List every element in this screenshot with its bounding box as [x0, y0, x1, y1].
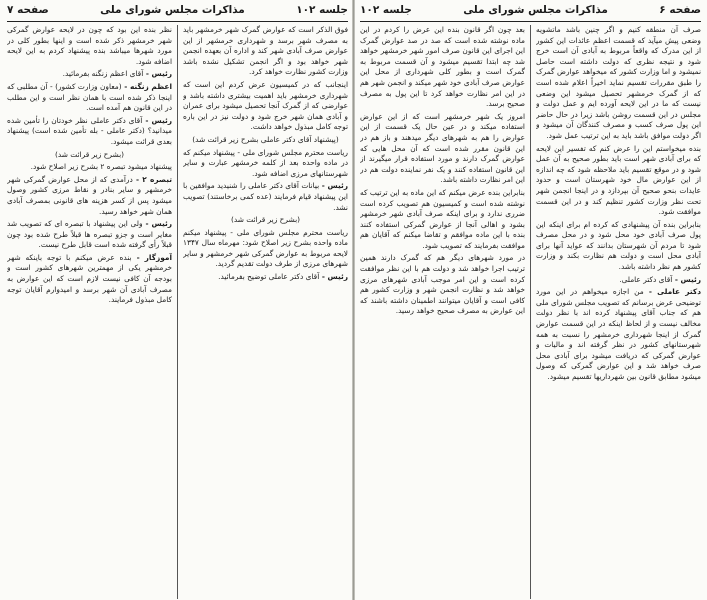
body-paragraph: بنابراین بنده آن پیشنهادی که کرده ام برای اینکه این پول صرف آبادی خود محل شود و در محل مصرف شود تا مردم آن شهرستان بدانند که عواید آنها برای آبادی محل است و دولت هم نظارت بکند و وزارت کشور هم نظر داشته باشد. — [536, 219, 701, 272]
page-number: صفحه ۶ — [659, 4, 701, 16]
page-seven — [1, 0, 354, 600]
body-paragraph: بعد چون اگر قانون بنده این عرض را کردم در این ماده نوشته شده است که صد در صد عوارض گمرک این اجرای این قانون صرف امور شهر خرمشهر خواهد شد چه ابتدا تقسیم میشود و آن قسمت مربوط به گمرک است و بطور کلی شهرداری از محل این عوارض صرف آبادی خود شهر میکند و انجمن شهر هم در این امر نظارت خواهد کرد تا این پول به مصرف صحیح برسد. — [360, 25, 525, 109]
text-column-right — [183, 25, 348, 599]
speaker-name: رئیس - — [319, 181, 348, 191]
body-paragraph: امروز یک شهر خرمشهر است که از این عوارض استفاده میکند و در عین حال یک قسمت از این عوارض را هم به شهرهای دیگر میدهند و باز هم در این قانون مقرر شده است که آن محل هایی که عوارض گمرک دارند و مورد استفاده قرار میگیرند از این قانون استفاده کنند و یک نفر نماینده دولت هم در این امر نظارت داشته باشد. — [360, 111, 525, 185]
speech-text: من اجازه میخواهم در این مورد توضیحی عرض برسانم که تصویب مجلس شورای ملی هم که جناب آقای پیشنهاد کرده اند با نظر دولت مخالف نیست و از لحاظ اینکه در این قسمت عوارض گمرک از اینجا شهرداری خرمشهر را نسبت به همه شهرستانهای کشور در نظر گرفته اند و مالیات و عوارض گمرکی که دریافت میشود برای آبادی محل صرف خواهد شد و این عوارض گمرکی که وصول میشود مطابق قانون بین شهرداریها تقسیم میشود. — [536, 287, 701, 381]
speaker-paragraph — [7, 69, 172, 80]
text-column-left — [360, 25, 525, 599]
column-divider — [177, 25, 178, 599]
page-six — [354, 0, 707, 600]
column-divider — [530, 25, 531, 599]
journal-title: مذاکرات مجلس شورای ملی — [463, 4, 608, 16]
journal-title: مذاکرات مجلس شورای ملی — [100, 4, 245, 16]
reading-note: (بشرح زیر قرائت شد) — [230, 215, 301, 225]
page-number: صفحه ۷ — [7, 4, 49, 16]
reading-note: (پیشنهاد آقای دکتر عاملی بشرح زیر قرائت شد) — [192, 134, 339, 144]
speaker-paragraph — [536, 287, 701, 382]
text-column-left — [7, 25, 172, 599]
body-paragraph: ریاست محترم مجلس شورای ملی - پیشنهاد میکنم ماده واحده بشرح زیر اصلاح شود: مهرماه سال ۱۳۴۷ لایحه مربوط به عوارض گمرکی شهر خرمشهر و سایر شهرهای مرزی از طرف دولت تقدیم گردید. — [183, 227, 348, 269]
speaker-paragraph — [7, 82, 172, 114]
body-paragraph: بنابراین بنده عرض میکنم که این ماده به این ترتیب که نوشته شده است و کمیسیون هم تصویب کرده است ضرری ندارد و برای اینکه صرف آبادی شهر خرمشهر بشود و اهالی آنجا از عوارض گمرکی استفاده کنند بنده با این ماده موافقم و تقاضا میکنم که آقایان هم موافقت بفرمایند که تصویب شود. — [360, 187, 525, 250]
speaker-paragraph — [7, 253, 172, 306]
speech-text: آقای دکتر عاملی توضیح بفرمائید. — [218, 272, 320, 282]
reading-note: (بشرح زیر قرائت شد) — [54, 149, 125, 159]
session-number: جلسه ۱۰۲ — [360, 4, 412, 16]
speaker-name: دکتر عاملی - — [643, 287, 701, 297]
text-columns — [360, 22, 701, 599]
speaker-paragraph — [183, 181, 348, 213]
speech-text: درآمدی که از محل عوارض گمرکی شهر خرمشهر و سایر بنادر و نقاط مرزی کشور وصول میشود پس از کسر هزینه های قانونی بمصرف آبادی همان شهر خواهد رسید. — [7, 174, 172, 216]
speaker-paragraph — [536, 275, 701, 286]
speaker-name: آموزگار - — [131, 252, 172, 262]
speaker-paragraph — [7, 219, 172, 251]
body-paragraph: در مورد شهرهای دیگر هم که گمرک دارند همین ترتیب اجرا خواهد شد و دولت هم با این نظر موافقت کرده است و این امر موجب آبادی شهرهای مرزی خواهد شد و نظارت انجمن شهر و وزارت کشور هم کافی است و آقایان میتوانند اطمینان داشته باشند که این عوارض به مصرف صحیح خواهد رسید. — [360, 253, 525, 316]
page-header — [7, 4, 348, 22]
speaker-name: رئیس - — [672, 274, 701, 284]
speaker-name: رئیس - — [319, 272, 348, 282]
body-paragraph: ریاست محترم مجلس شورای ملی - پیشنهاد میکنم که در ماده واحده بعد از کلمه خرمشهر عبارت و سایر شهرستانهای مرزی اضافه شود. — [183, 147, 348, 178]
body-paragraph: فوق الذکر است که عوارض گمرک شهر خرمشهر باید به مصرف شهر برسد و شهرداری خرمشهر از این عوارض صرف آبادی شهر کند و اداره آن بعهده انجمن شهر خواهد بود و اگر انجمن تشکیل نشده باشد وزارت کشور نظارت خواهد کرد. — [183, 25, 348, 77]
speaker-name: رئیس - — [143, 69, 172, 79]
page-header — [360, 4, 701, 22]
body-paragraph: بنده میخواستم این را عرض کنم که تفسیر این لایحه که برای آبادی شهر است باید بطور صحیح به آن عمل شود و در موقع تقسیم باید ملاحظه شود که چه اندازه از این عوارض مال خود شهرستان است و حدود عایدات بنحو صحیح آن بپردازد و در اینجا انجمن شهر تحت نظر وزارت کشور تنظیم کند و در این قسمت موافقت شود. — [536, 143, 701, 217]
speech-text: آقای دکتر عاملی نظر خودتان را تأمین شده میدانید؟ (دکتر عاملی - بله تأمین شده است) پیشنهاد بعدی قرائت میشود. — [7, 115, 172, 146]
speech-text: (معاون وزارت کشور) - آن مطلبی که اینجا ذکر شده است با همان نظر است و این مطلب در این قانون هم آمده است. — [7, 81, 172, 113]
body-paragraph: نظر بنده این بود که چون در لایحه عوارض گمرکی شهر خرمشهر ذکر شده است و اینها بطور کلی در مورد شهرها میباشد بنده پیشنهاد کردم به این لایحه اضافه شود. — [7, 25, 172, 66]
body-paragraph: صرف آن منطقه کنیم و اگر چنین باشد ماتشویه وضعی پیش میآید که قسمت اعظم عائدات این کشور از این مدرک که واقعاً مربوط به آبادی آن است خرج شود و نتیجه نظری که دولت داشته است حاصل نمیشود و اما وزارت کشور که میخواهد عوارض گمرک را طبق مقررات تقسیم نماید اخیراً اعلام شده است که از گمرک خرمشهر تحصیل میشود این وضعی نیست که ما در این لایحه آورده ایم و عمل دولت و مجلس در این قسمت روشن باشد زیرا در حال حاضر این پول صرف کسب و مصرف کنندگان آن میشود و اگر دولت موافق باشد باید به این ترتیب عمل شود. — [536, 25, 701, 140]
text-column-right — [536, 25, 701, 599]
speaker-name: رئیس - — [142, 219, 172, 229]
speaker-name: اعظم زنگنه - — [121, 81, 172, 91]
speaker-name: تبصره ۲ - — [132, 174, 172, 184]
speech-text: آقای اعظم زنگنه بفرمائید. — [62, 69, 144, 79]
speech-text: بنده عرض میکنم با توجه باینکه شهر خرمشهر یکی از مهمترین شهرهای کشور است و بودجه آن کافی نیست لازم است که این عوارض به مصرف آبادی آن شهر برسد و امیدوارم آقایان توجه کامل مبذول فرمایند. — [7, 252, 172, 305]
session-number: جلسه ۱۰۲ — [296, 4, 348, 16]
speaker-paragraph — [7, 175, 172, 217]
speaker-paragraph — [183, 272, 348, 283]
speaker-paragraph — [7, 116, 172, 148]
speech-text: بیانات آقای دکتر عاملی را شنیدید موافقین با این پیشنهاد قیام فرمایند (عده کمی برخاستند) تصویب نشد. — [183, 181, 348, 212]
speaker-name: رئیس - — [142, 115, 172, 125]
body-paragraph: پیشنهاد میشود تبصره ۲ بشرح زیر اصلاح شود. — [30, 162, 172, 172]
speech-text: ولی این پیشنهاد با تبصره ای که تصویب شد مغایر است و جزو تبصره ها قبلاً طرح شده بود چون قبلاً رأی گرفته شده است قابل طرح نیست. — [7, 219, 172, 250]
body-paragraph: اینجانب که در کمیسیون عرض کردم این است که شهرداری خرمشهر باید اهمیت بیشتری داشته باشد و عوارضی که از گمرک آنجا تحصیل میشود برای عمران و آبادی همان شهر خرج شود و دولت نیز در این باره توجه کامل مبذول خواهد داشت. — [183, 79, 348, 132]
speech-text: آقای دکتر عاملی. — [619, 274, 673, 284]
text-columns — [7, 22, 348, 599]
